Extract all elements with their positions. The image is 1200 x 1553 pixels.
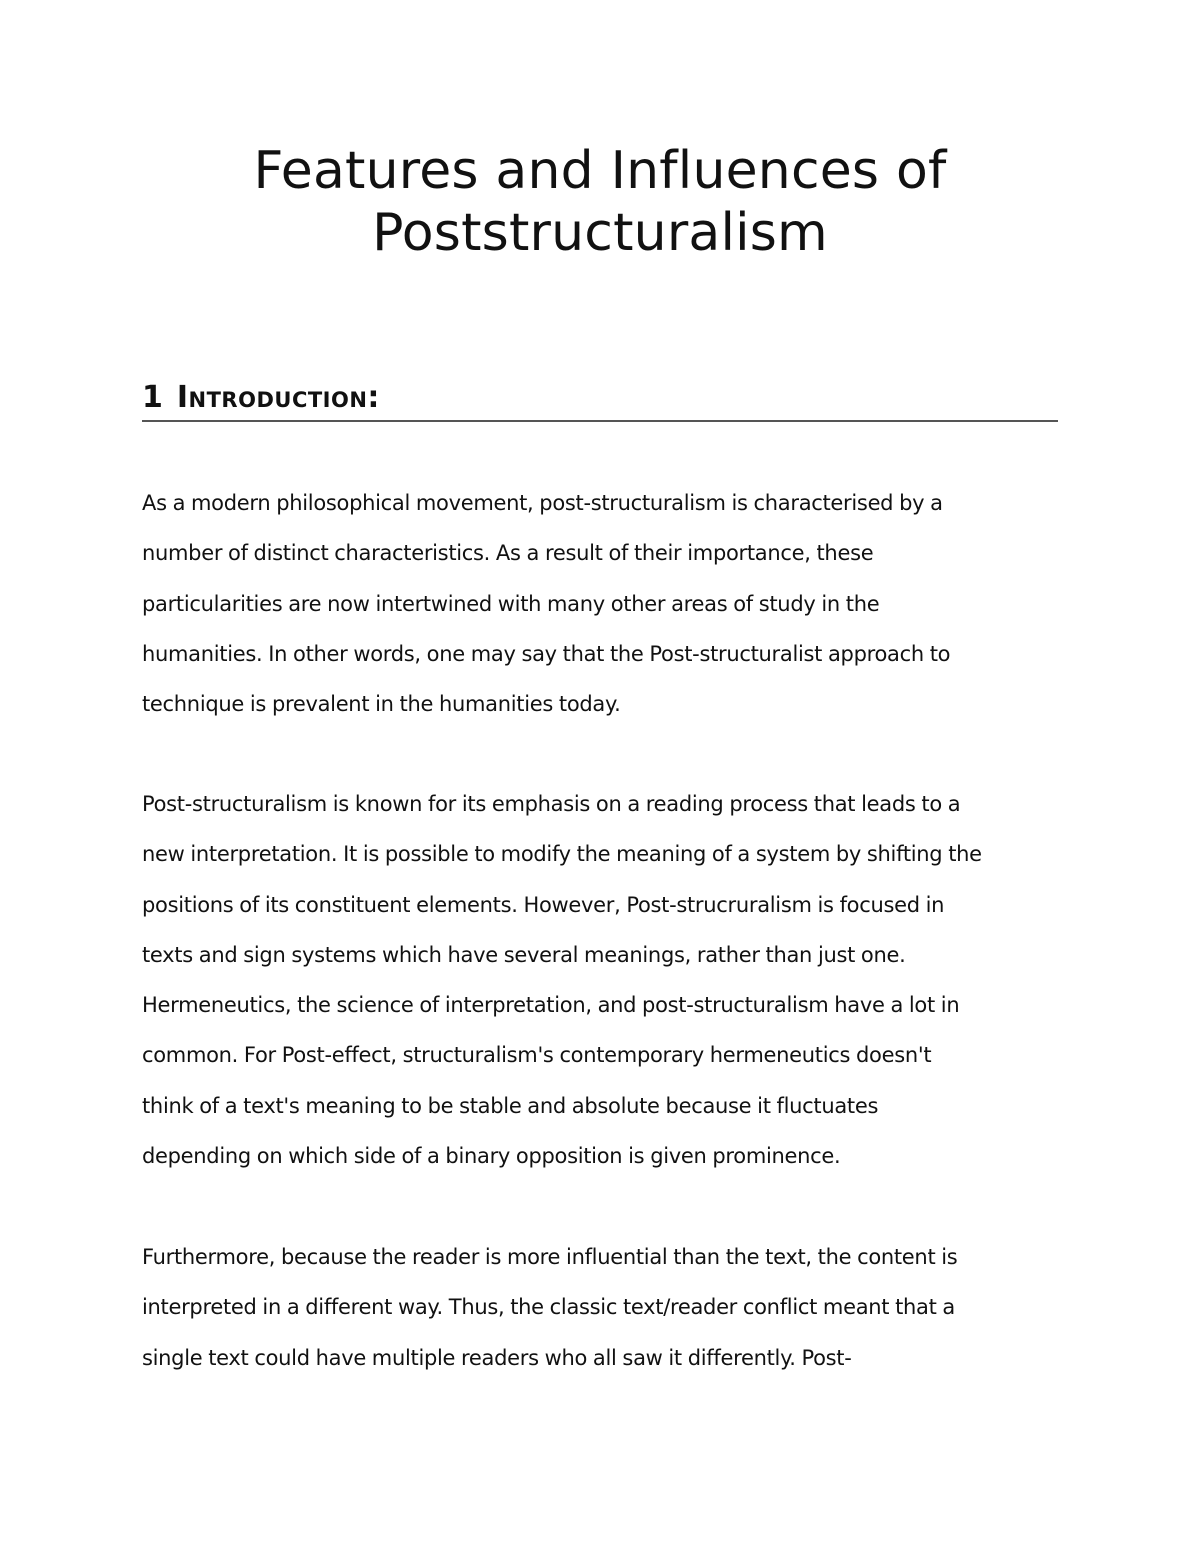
paragraph-2 (142, 779, 1062, 1181)
paragraph-line: positions of its constituent elements. However, Post-strucruralism is focused in (142, 892, 945, 917)
paragraph-line: Hermeneutics, the science of interpretation, and post-structuralism have a lot in (142, 993, 960, 1018)
paragraph-1 (142, 478, 1062, 729)
paragraph-line: number of distinct characteristics. As a result of their importance, these (142, 541, 874, 566)
paragraph-line: humanities. In other words, one may say that the Post-structuralist approach to (142, 641, 951, 666)
paragraph-line: depending on which side of a binary opposition is given prominence. (142, 1144, 841, 1169)
paragraph-line: As a modern philosophical movement, post-structuralism is characterised by a (142, 491, 943, 515)
document-title (100, 140, 1100, 264)
title-line-1: Features and Influences of (253, 141, 947, 201)
title-line-2: Poststructuralism (372, 203, 828, 263)
paragraph-line: particularities are now intertwined with many other areas of study in the (142, 591, 880, 616)
paragraph-line: texts and sign systems which have several meanings, rather than just one. (142, 942, 906, 967)
paragraph-line: Post-structuralism is known for its emphasis on a reading process that leads to a (142, 792, 961, 816)
paragraph-line: interpreted in a different way. Thus, the classic text/reader conflict meant that a (142, 1295, 955, 1320)
paragraph-line: new interpretation. It is possible to modify the meaning of a system by shifting the (142, 842, 982, 867)
paragraph-line: common. For Post-effect, structuralism's contemporary hermeneutics doesn't (142, 1043, 932, 1068)
paragraph-line: Furthermore, because the reader is more influential than the text, the content is (142, 1245, 958, 1269)
section-divider (142, 420, 1058, 422)
section-title: Introduction: (176, 380, 380, 415)
paragraph-3 (142, 1232, 1062, 1383)
paragraph-line: single text could have multiple readers who all saw it differently. Post- (142, 1345, 852, 1370)
section-heading (142, 378, 1058, 418)
section-number: 1 (142, 380, 163, 415)
paragraph-line: think of a text's meaning to be stable and absolute because it fluctuates (142, 1093, 879, 1118)
paragraph-line: technique is prevalent in the humanities today. (142, 692, 621, 717)
